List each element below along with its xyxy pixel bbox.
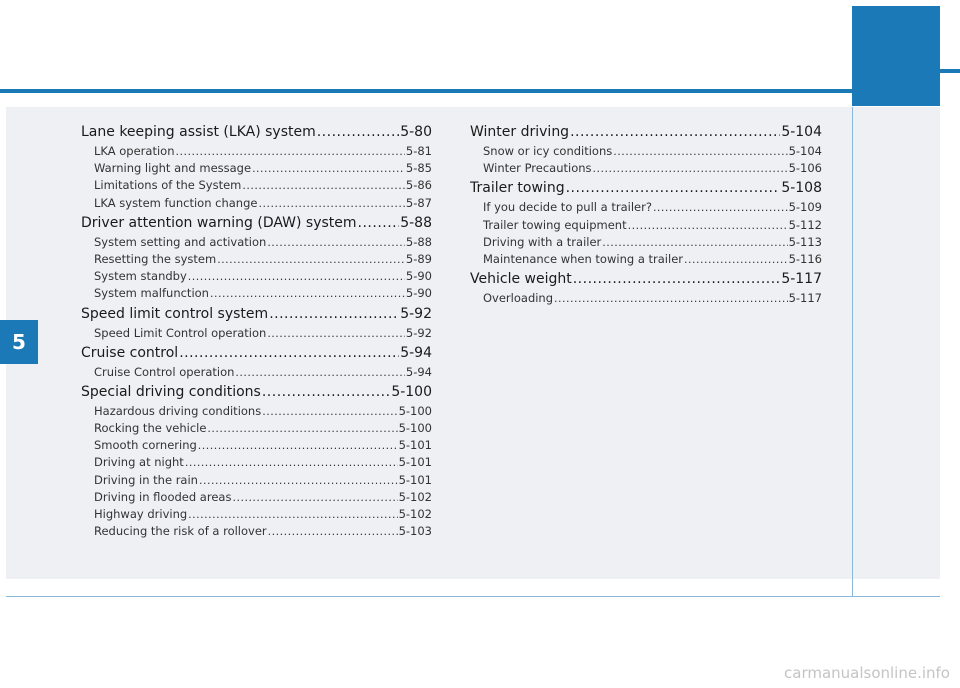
toc-item-title: Hazardous driving conditions: [94, 403, 262, 418]
toc-item-title: LKA system function change: [94, 195, 258, 210]
toc-item-page: 5-112: [788, 217, 822, 232]
toc-item-title: System setting and activation: [94, 234, 267, 249]
dot-leader: [199, 472, 398, 489]
dot-leader: [210, 285, 405, 302]
toc-item-title: Highway driving: [94, 507, 188, 521]
dot-leader: [232, 489, 397, 506]
toc-item[interactable]: [81, 268, 432, 285]
toc-item[interactable]: [81, 160, 432, 177]
toc-item-page: 5-117: [788, 291, 822, 306]
dot-leader: [207, 420, 397, 437]
toc-item[interactable]: [81, 285, 432, 302]
toc-item[interactable]: [470, 217, 822, 234]
toc-section[interactable]: [470, 177, 822, 199]
toc-section-title: Special driving conditions: [81, 383, 261, 400]
toc-section-title: Vehicle weight: [470, 271, 572, 288]
dot-leader: [628, 217, 788, 234]
toc-section-page: 5-108: [781, 180, 822, 197]
toc-item-title: Winter Precautions: [483, 161, 592, 176]
dot-leader: [566, 177, 781, 199]
toc-column-right: [470, 121, 822, 307]
toc-item-title: Trailer towing equipment: [483, 217, 627, 232]
dot-leader: [684, 251, 788, 268]
toc-item[interactable]: [470, 199, 822, 216]
toc-item[interactable]: [81, 403, 432, 420]
dot-leader: [554, 290, 788, 307]
toc-section-title: Winter driving: [470, 124, 570, 140]
dot-leader: [217, 251, 405, 268]
dot-leader: [613, 143, 787, 160]
toc-item-page: 5-100: [398, 421, 432, 436]
toc-item[interactable]: [81, 420, 432, 437]
toc-section-page: 5-100: [391, 383, 432, 400]
toc-item-page: 5-89: [405, 251, 432, 266]
toc-section[interactable]: [81, 381, 432, 403]
dot-leader: [175, 143, 404, 160]
toc-item-title: LKA operation: [94, 144, 175, 158]
toc-item-page: 5-109: [788, 200, 822, 215]
toc-section-title: Lane keeping assist (LKA) system: [81, 124, 316, 140]
toc-item-title: Rocking the vehicle: [94, 421, 207, 436]
toc-item-page: 5-103: [398, 524, 432, 539]
toc-section-page: 5-92: [400, 305, 432, 322]
toc-item-page: 5-85: [405, 161, 432, 176]
toc-section[interactable]: [81, 303, 432, 325]
toc-section-title: Speed limit control system: [81, 305, 269, 322]
toc-item-title: Resetting the system: [94, 251, 217, 266]
watermark: carmanualsonline.info: [784, 664, 950, 682]
dot-leader: [573, 268, 781, 290]
dot-leader: [198, 437, 398, 454]
toc-item-page: 5-102: [398, 489, 432, 504]
dot-leader: [267, 234, 405, 251]
toc-item-title: Driving in the rain: [94, 472, 198, 487]
toc-section[interactable]: [81, 121, 432, 143]
toc-item-title: Limitations of the System: [94, 178, 242, 193]
toc-item-page: 5-101: [398, 472, 432, 487]
dot-leader: [235, 364, 404, 381]
toc-item[interactable]: [81, 195, 432, 212]
header-rule: [0, 89, 852, 93]
toc-item-title: Driving with a trailer: [483, 234, 602, 249]
toc-item-page: 5-101: [398, 438, 432, 453]
toc-item-title: System malfunction: [94, 286, 209, 301]
dot-leader: [267, 325, 405, 342]
toc-item-page: 5-102: [398, 507, 432, 521]
dot-leader: [185, 454, 398, 471]
toc-section[interactable]: [470, 268, 822, 290]
toc-item[interactable]: [81, 177, 432, 194]
toc-item-page: 5-106: [788, 161, 822, 176]
toc-item-page: 5-86: [405, 178, 432, 193]
dot-leader: [268, 523, 398, 540]
toc-item-title: If you decide to pull a trailer?: [483, 200, 652, 215]
dot-leader: [269, 303, 399, 325]
dot-leader: [179, 342, 399, 364]
footer-rule: [6, 596, 940, 597]
dot-leader: [262, 403, 397, 420]
toc-item-title: Maintenance when towing a trailer: [483, 251, 683, 266]
toc-column-left: [81, 121, 432, 540]
header-corner-block: [852, 6, 940, 106]
toc-section-page: 5-80: [400, 124, 432, 140]
toc-section-page: 5-94: [400, 344, 432, 361]
dot-leader: [188, 268, 405, 285]
toc-item[interactable]: [81, 506, 432, 523]
toc-item-title: Speed Limit Control operation: [94, 325, 267, 340]
toc-item[interactable]: [81, 472, 432, 489]
dot-leader: [317, 121, 399, 143]
toc-item-title: Driving at night: [94, 455, 184, 470]
toc-item[interactable]: [470, 251, 822, 268]
toc-item-title: Snow or icy conditions: [483, 144, 613, 158]
toc-section-page: 5-117: [781, 271, 822, 288]
dot-leader: [593, 160, 788, 177]
toc-item[interactable]: [81, 325, 432, 342]
toc-item[interactable]: [81, 489, 432, 506]
toc-item-title: Reducing the risk of a rollover: [94, 524, 267, 539]
dot-leader: [188, 506, 397, 523]
toc-item[interactable]: [470, 143, 822, 160]
toc-item[interactable]: [81, 454, 432, 471]
dot-leader: [570, 121, 780, 143]
toc-item-title: Warning light and message: [94, 161, 252, 176]
toc-item-page: 5-90: [405, 286, 432, 301]
toc-item-page: 5-87: [405, 195, 432, 210]
header-rule-right: [940, 69, 960, 73]
toc-section-page: 5-104: [781, 124, 822, 140]
toc-section-title: Trailer towing: [470, 180, 565, 197]
toc-item-page: 5-116: [788, 251, 822, 266]
toc-item-title: Driving in flooded areas: [94, 489, 232, 504]
toc-item-page: 5-90: [405, 269, 432, 284]
toc-item-page: 5-101: [398, 455, 432, 470]
dot-leader: [252, 160, 405, 177]
toc-item-page: 5-104: [788, 144, 822, 158]
chapter-tab[interactable]: [0, 320, 38, 364]
toc-item[interactable]: [81, 234, 432, 251]
toc-item-page: 5-88: [405, 234, 432, 249]
dot-leader: [258, 195, 404, 212]
toc-section-title: Driver attention warning (DAW) system: [81, 214, 357, 231]
toc-section-page: 5-88: [400, 214, 432, 231]
toc-item-title: Cruise Control operation: [94, 364, 235, 379]
toc-item[interactable]: [470, 290, 822, 307]
toc-section[interactable]: [470, 121, 822, 143]
toc-section-title: Cruise control: [81, 344, 179, 361]
toc-item[interactable]: [81, 364, 432, 381]
toc-item-title: System standby: [94, 269, 187, 284]
dot-leader: [262, 381, 390, 403]
margin-divider: [852, 107, 853, 597]
toc-item-title: Smooth cornering: [94, 438, 197, 453]
toc-item-page: 5-81: [405, 144, 432, 158]
dot-leader: [242, 177, 405, 194]
dot-leader: [602, 234, 787, 251]
chapter-number: 5: [12, 330, 26, 354]
toc-item[interactable]: [81, 437, 432, 454]
toc-item-page: 5-94: [405, 364, 432, 379]
toc-item-page: 5-92: [405, 325, 432, 340]
dot-leader: [653, 199, 788, 216]
toc-item-title: Overloading: [483, 291, 554, 306]
toc-item[interactable]: [470, 234, 822, 251]
toc-item[interactable]: [81, 143, 432, 160]
toc-section[interactable]: [81, 342, 432, 364]
toc-item[interactable]: [470, 160, 822, 177]
toc-item[interactable]: [81, 251, 432, 268]
toc-item-page: 5-100: [398, 403, 432, 418]
toc-section[interactable]: [81, 212, 432, 234]
toc-item-page: 5-113: [788, 234, 822, 249]
toc-item[interactable]: [81, 523, 432, 540]
dot-leader: [358, 212, 400, 234]
